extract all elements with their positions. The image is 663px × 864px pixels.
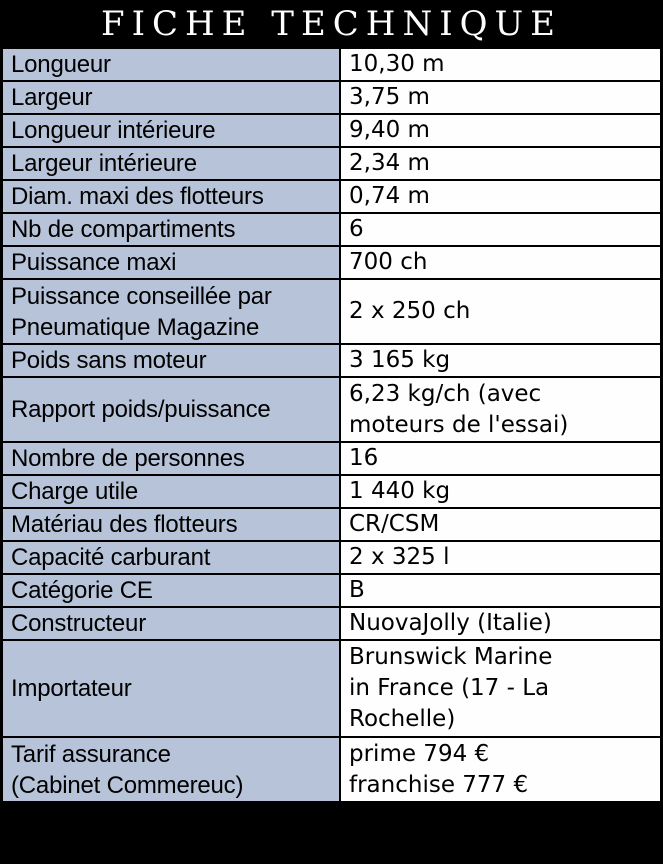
spec-value-cell bbox=[340, 114, 661, 147]
spec-label-cell bbox=[2, 147, 340, 180]
spec-value: 1 440 kg bbox=[349, 478, 451, 504]
spec-value: B bbox=[349, 577, 365, 603]
spec-table-body bbox=[2, 48, 661, 802]
spec-label: Catégorie CE bbox=[11, 577, 153, 604]
spec-value-cell bbox=[340, 180, 661, 213]
spec-label-cell bbox=[2, 213, 340, 246]
title-bar bbox=[1, 1, 662, 47]
spec-value: 0,74 m bbox=[349, 183, 430, 209]
spec-label-cell bbox=[2, 279, 340, 344]
spec-value-cell bbox=[340, 377, 661, 442]
spec-label-cell bbox=[2, 574, 340, 607]
spec-label: Largeur bbox=[11, 84, 93, 111]
spec-value: 2 x 250 ch bbox=[349, 298, 471, 324]
spec-label-cell bbox=[2, 48, 340, 81]
spec-value-cell bbox=[340, 344, 661, 377]
table-row bbox=[2, 737, 661, 802]
table-row bbox=[2, 48, 661, 81]
table-row bbox=[2, 475, 661, 508]
table-row bbox=[2, 246, 661, 279]
spec-label: Poids sans moteur bbox=[11, 347, 207, 374]
spec-value: NuovaJolly (Italie) bbox=[349, 610, 552, 636]
spec-value-cell bbox=[340, 246, 661, 279]
spec-value-cell bbox=[340, 737, 661, 802]
spec-value: 6,23 kg/ch (avec moteurs de l'essai) bbox=[349, 380, 569, 438]
table-row bbox=[2, 442, 661, 475]
spec-value-cell bbox=[340, 541, 661, 574]
spec-value-cell bbox=[340, 574, 661, 607]
spec-value: 700 ch bbox=[349, 249, 428, 275]
spec-label: Capacité carburant bbox=[11, 544, 211, 571]
spec-label: Rapport poids/puissance bbox=[11, 396, 271, 423]
spec-label: Importateur bbox=[11, 675, 132, 702]
spec-label: Largeur intérieure bbox=[11, 150, 197, 177]
spec-label: Nb de compartiments bbox=[11, 216, 236, 243]
spec-value-cell bbox=[340, 213, 661, 246]
table-row bbox=[2, 607, 661, 640]
spec-value: 9,40 m bbox=[349, 117, 430, 143]
table-row bbox=[2, 344, 661, 377]
spec-value-cell bbox=[340, 475, 661, 508]
spec-value-cell bbox=[340, 147, 661, 180]
spec-value-cell bbox=[340, 508, 661, 541]
table-row bbox=[2, 147, 661, 180]
spec-value: 2 x 325 l bbox=[349, 544, 450, 570]
spec-label-cell bbox=[2, 81, 340, 114]
spec-label: Constructeur bbox=[11, 610, 146, 637]
spec-label: Matériau des flotteurs bbox=[11, 511, 238, 538]
table-row bbox=[2, 574, 661, 607]
spec-value: 3 165 kg bbox=[349, 347, 451, 373]
spec-label-cell bbox=[2, 475, 340, 508]
table-row bbox=[2, 279, 661, 344]
spec-label: Puissance conseillée par Pneumatique Magazine bbox=[11, 282, 272, 341]
spec-value: 16 bbox=[349, 445, 379, 471]
spec-value: prime 794 € franchise 777 € bbox=[349, 740, 529, 798]
spec-value-cell bbox=[340, 640, 661, 737]
table-row bbox=[2, 377, 661, 442]
table-row bbox=[2, 114, 661, 147]
spec-value: 2,34 m bbox=[349, 150, 430, 176]
spec-label-cell bbox=[2, 640, 340, 737]
spec-label: Tarif assurance (Cabinet Commereuc) bbox=[11, 740, 244, 799]
table-row bbox=[2, 81, 661, 114]
table-row bbox=[2, 508, 661, 541]
spec-label-cell bbox=[2, 541, 340, 574]
spec-value: 3,75 m bbox=[349, 84, 430, 110]
spec-value-cell bbox=[340, 442, 661, 475]
table-row bbox=[2, 213, 661, 246]
spec-label: Charge utile bbox=[11, 478, 139, 505]
spec-value-cell bbox=[340, 279, 661, 344]
spec-value: Brunswick Marine in France (17 - La Rochelle) bbox=[349, 644, 553, 732]
spec-label-cell bbox=[2, 344, 340, 377]
spec-value: CR/CSM bbox=[349, 511, 440, 537]
spec-label-cell bbox=[2, 737, 340, 802]
spec-label-cell bbox=[2, 607, 340, 640]
table-row bbox=[2, 541, 661, 574]
spec-value: 6 bbox=[349, 216, 364, 242]
spec-label-cell bbox=[2, 180, 340, 213]
spec-label-cell bbox=[2, 377, 340, 442]
spec-table bbox=[1, 47, 662, 803]
spec-value-cell bbox=[340, 81, 661, 114]
spec-value-cell bbox=[340, 607, 661, 640]
spec-label-cell bbox=[2, 114, 340, 147]
spec-label: Longueur intérieure bbox=[11, 117, 216, 144]
table-row bbox=[2, 640, 661, 737]
spec-label: Puissance maxi bbox=[11, 249, 177, 276]
spec-label-cell bbox=[2, 246, 340, 279]
spec-label: Longueur bbox=[11, 51, 111, 78]
spec-label-cell bbox=[2, 508, 340, 541]
spec-label: Nombre de personnes bbox=[11, 445, 245, 472]
spec-label-cell bbox=[2, 442, 340, 475]
spec-value-cell bbox=[340, 48, 661, 81]
table-row bbox=[2, 180, 661, 213]
spec-value: 10,30 m bbox=[349, 51, 445, 77]
sheet-title: FICHE TECHNIQUE bbox=[100, 4, 562, 44]
spec-label: Diam. maxi des flotteurs bbox=[11, 183, 264, 210]
